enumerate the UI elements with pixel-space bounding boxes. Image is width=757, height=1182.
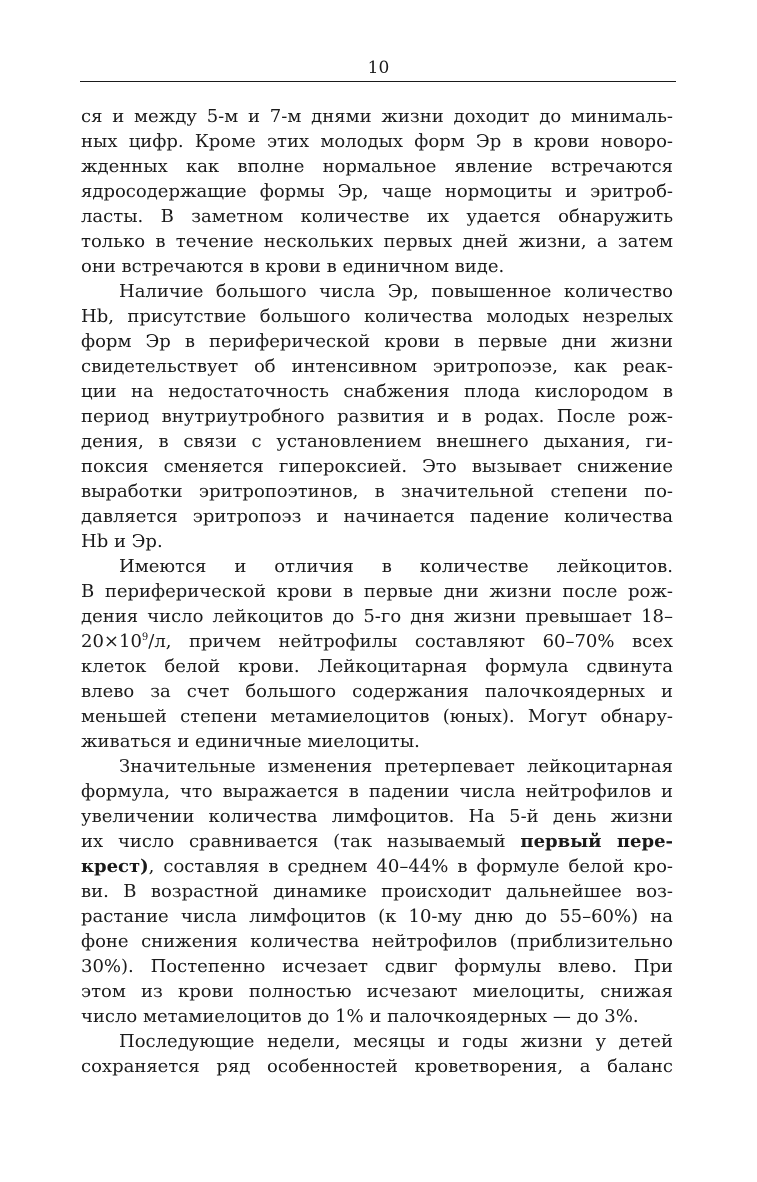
text-line: живаться и единичные миелоциты.: [81, 731, 420, 752]
text-line: В периферической крови в первые дни жизни после рож-: [81, 581, 673, 602]
text-line: ся и между 5-м и 7-м днями жизни доходит до минималь-: [81, 106, 673, 127]
paragraph-1: [81, 104, 673, 279]
text-line: меньшей степени метамиелоцитов (юных). Могут обнару-: [81, 706, 673, 727]
text-fragment: 20×10: [81, 631, 142, 652]
text-line: поксия сменяется гипероксией. Это вызывает снижение: [81, 456, 673, 477]
text-line: клеток белой крови. Лейкоцитарная формула сдвинута: [81, 656, 673, 677]
text-line: Имеются и отличия в количестве лейкоцитов.: [119, 556, 673, 577]
text-line: формула, что выражается в падении числа нейтрофилов и: [81, 781, 673, 802]
text-line: только в течение нескольких первых дней жизни, а затем: [81, 231, 673, 252]
text-line: ядросодержащие формы Эр, чаще нормоциты и эритроб-: [81, 181, 673, 202]
text-line: число метамиелоцитов до 1% и палочкоядерных — до 3%.: [81, 1006, 639, 1027]
text-line: растание числа лимфоцитов (к 10-му дню до 55–60%) на: [81, 906, 673, 927]
paragraph-3: [81, 554, 673, 754]
paragraph-5: [81, 1029, 673, 1079]
text-line: увеличении количества лимфоцитов. На 5-й день жизни: [81, 806, 673, 827]
text-line: дения число лейкоцитов до 5-го дня жизни превышает 18–: [81, 606, 673, 627]
text-line: [81, 854, 673, 879]
header-rule: [80, 81, 676, 82]
text-line: сохраняется ряд особенностей кроветворения, а баланс: [81, 1056, 673, 1077]
text-line: 30%). Постепенно исчезает сдвиг формулы влево. При: [81, 956, 673, 977]
text-line: дения, в связи с установлением внешнего дыхания, ги-: [81, 431, 673, 452]
superscript: 9: [141, 632, 149, 643]
text-line: ласты. В заметном количестве их удается обнаружить: [81, 206, 673, 227]
page-number: 10: [367, 58, 390, 78]
text-fragment: /л, причем нейтрофилы составляют 60–70% всех: [148, 631, 673, 652]
text-line: давляется эритропоэз и начинается падение количества: [81, 506, 673, 527]
text-line: ви. В возрастной динамике происходит дальнейшее воз-: [81, 881, 673, 902]
text-line: период внутриутробного развития и в родах. После рож-: [81, 406, 673, 427]
text-line: [81, 829, 673, 854]
text-line: фоне снижения количества нейтрофилов (приблизительно: [81, 931, 673, 952]
paragraph-2: [81, 279, 673, 554]
text-line: они встречаются в крови в единичном виде.: [81, 256, 505, 277]
text-line: Значительные изменения претерпевает лейкоцитарная: [119, 756, 673, 777]
text-line: Последующие недели, месяцы и годы жизни у детей: [119, 1031, 673, 1052]
text-line: жденных как вполне нормальное явление встречаются: [81, 156, 673, 177]
text-fragment: их число сравнивается (так называемый: [81, 831, 521, 852]
text-line: Hb и Эр.: [81, 531, 163, 552]
text-line: этом из крови полностью исчезают миелоциты, снижая: [81, 981, 673, 1002]
text-line: свидетельствует об интенсивном эритропоэзе, как реак-: [81, 356, 673, 377]
text-line: [81, 629, 673, 654]
text-line: ции на недостаточность снабжения плода кислородом в: [81, 381, 673, 402]
text-line: влево за счет большого содержания палочкоядерных и: [81, 681, 673, 702]
text-line: ных цифр. Кроме этих молодых форм Эр в крови новоро-: [81, 131, 673, 152]
text-line: Наличие большого числа Эр, повышенное количество: [119, 281, 673, 302]
paragraph-4: [81, 754, 673, 1029]
text-line: форм Эр в периферической крови в первые дни жизни: [81, 331, 673, 352]
body-text: [81, 104, 673, 1079]
text-line: Hb, присутствие большого количества молодых незрелых: [81, 306, 673, 327]
text-line: выработки эритропоэтинов, в значительной степени по-: [81, 481, 673, 502]
bold-term: первый пере-: [520, 831, 673, 852]
bold-term: крест): [81, 856, 149, 877]
text-fragment: , составляя в среднем 40–44% в формуле белой кро-: [148, 856, 673, 877]
